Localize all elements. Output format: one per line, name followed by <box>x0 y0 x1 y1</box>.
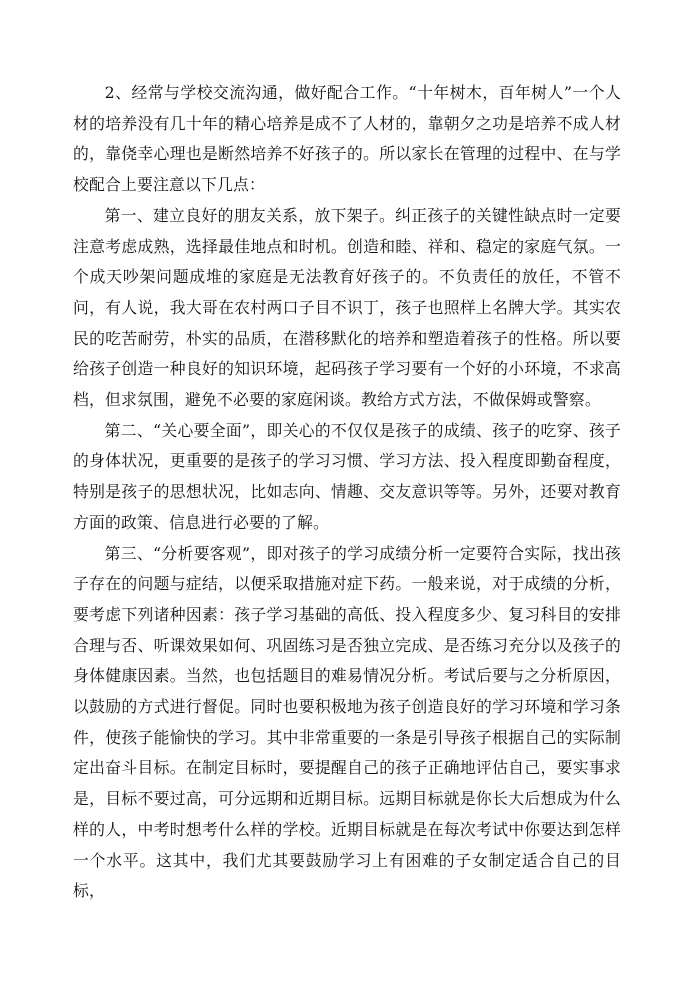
document-body <box>73 78 621 907</box>
paragraph-4: 第三、“分析要客观”，即对孩子的学习成绩分析一定要符合实际，找出孩子存在的问题与症结，以便采取措施对症下药。一般来说，对于成绩的分析，要考虑下列诸种因素：孩子学习基础的高低、投入程度多少、复习科目的安排合理与否、听课效果如何、巩固练习是否独立完成、是否练习充分以及孩子的身体健康因素。当然，也包括题目的难易情况分析。考试后要与之分析原因，以鼓励的方式进行督促。同时也要积极地为孩子创造良好的学习环境和学习条件，使孩子能愉快的学习。其中非常重要的一条是引导孩子根据自己的实际制定出奋斗目标。在制定目标时，要提醒自己的孩子正确地评估自己，要实事求是，目标不要过高，可分远期和近期目标。远期目标就是你长大后想成为什么样的人，中考时想考什么样的学校。近期目标就是在每次考试中你要达到怎样一个水平。这其中，我们尤其要鼓励学习上有困难的子女制定适合自己的目标， <box>73 543 621 901</box>
paragraph-3: 第二、“关心要全面”，即关心的不仅仅是孩子的成绩、孩子的吃穿、孩子的身体状况，更重要的是孩子的学习习惯、学习方法、投入程度即勤奋程度，特别是孩子的思想状况，比如志向、情趣、交友意识等等。另外，还要对教育方面的政策、信息进行必要的了解。 <box>73 420 621 532</box>
paragraph-2: 第一、建立良好的朋友关系，放下架子。纠正孩子的关键性缺点时一定要注意考虑成熟，选择最佳地点和时机。创造和睦、祥和、稳定的家庭气氛。一个成天吵架问题成堆的家庭是无法教育好孩子的。不负责任的放任，不管不问，有人说，我大哥在农村两口子目不识丁，孩子也照样上名牌大学。其实农民的吃苦耐劳，朴实的品质，在潜移默化的培养和塑造着孩子的性格。所以要给孩子创造一种良好的知识环境，起码孩子学习要有一个好的小环境，不求高档，但求氛围，避免不必要的家庭闲谈。教给方式方法，不做保姆或警察。 <box>73 205 621 410</box>
paragraph-1: 2、经常与学校交流沟通，做好配合工作。“十年树木，百年树人”一个人材的培养没有几十年的精心培养是成不了人材的，靠朝夕之功是培养不成人材的，靠侥幸心理也是断然培养不好孩子的。所以家长在管理的过程中、在与学校配合上要注意以下几点： <box>73 83 621 195</box>
